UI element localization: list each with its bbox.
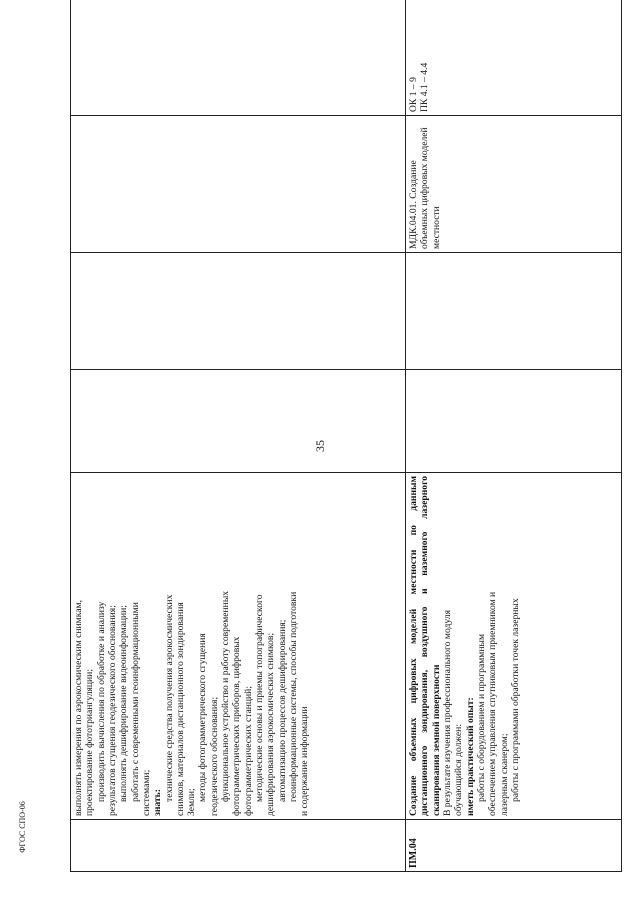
code-cell (71, 820, 406, 872)
table-row (406, 0, 622, 872)
desc-line: обеспечением управления спутниковым приемником и (487, 591, 499, 816)
module-code: ПМ.04 (406, 820, 622, 872)
desc-line: результатов сгущения геодезического обоснования; (106, 605, 118, 816)
description-cell (71, 473, 406, 820)
desc-line: геоинформационные системы, способы подготовки (287, 591, 299, 802)
mdk-cell: МДК.04.01. Создание объемных цифровых моделей местности (406, 116, 622, 253)
empty-cell (406, 253, 622, 370)
desc-line: технические средства получения аэрокосмических (163, 594, 175, 802)
desc-line: В результате изучения профессионального модуля (441, 610, 453, 816)
competencies-cell (71, 0, 406, 116)
desc-line: знать: (152, 789, 164, 816)
desc-line: выполнять измерения по аэрокосмическим снимкам, (73, 600, 84, 816)
desc-line: Земли; (186, 788, 198, 816)
empty-cell (406, 370, 622, 473)
empty-cell (71, 253, 406, 370)
description-cell (406, 473, 622, 820)
desc-line: фотограмметрических станций; (242, 686, 254, 816)
desc-line: снимков, материалов дистанционного зондирования (174, 602, 186, 816)
desc-line: работать с современными геоинформационными (129, 602, 141, 802)
desc-line: автоматизацию процессов дешифрирования; (276, 619, 288, 802)
desc-line: работы с оборудованием и программным (475, 633, 487, 802)
mdk-cell (71, 116, 406, 253)
desc-line: фотограмметрических приборов, цифровых (231, 636, 243, 816)
competency-table (70, 0, 622, 872)
page-number: 35 (313, 440, 327, 452)
desc-line: системами; (140, 769, 152, 816)
desc-line: иметь практический опыт: (464, 697, 476, 816)
rotated-table-frame (70, 32, 613, 872)
desc-line: лазерным сканером; (498, 733, 510, 816)
desc-line: дешифрирования аэрокосмических снимков; (265, 632, 277, 816)
desc-line: выполнять дешифрирование видеоинформации; (118, 605, 130, 802)
desc-line: геодезического обоснования; (208, 696, 220, 816)
desc-line: производить вычисления по обработке и анализу (95, 601, 107, 802)
footer-standard-code: ФГОС СПО-06 (18, 801, 27, 853)
desc-line: методы фотограмметрического сгущения (197, 633, 209, 802)
desc-line: работы с программами обработки точек лазерных (509, 598, 521, 802)
table-row (71, 0, 406, 872)
competencies-cell: ОК 1 – 9 ПК 4.1 – 4.4 (406, 0, 622, 116)
desc-line: проектирование фототриангуляции; (84, 669, 96, 816)
module-title: Создание объемных цифровых моделей местности по данным дистанционного зондирования, воздушного и наземного лазерного сканирования земной поверхности (408, 476, 442, 816)
desc-line: функциональное устройство и работу современных (220, 590, 232, 802)
empty-cell (71, 370, 406, 473)
desc-line: обучающийся должен: (453, 724, 465, 816)
desc-line: методические основы и приемы топографического (254, 594, 265, 802)
desc-line: и содержание информации (299, 706, 311, 816)
